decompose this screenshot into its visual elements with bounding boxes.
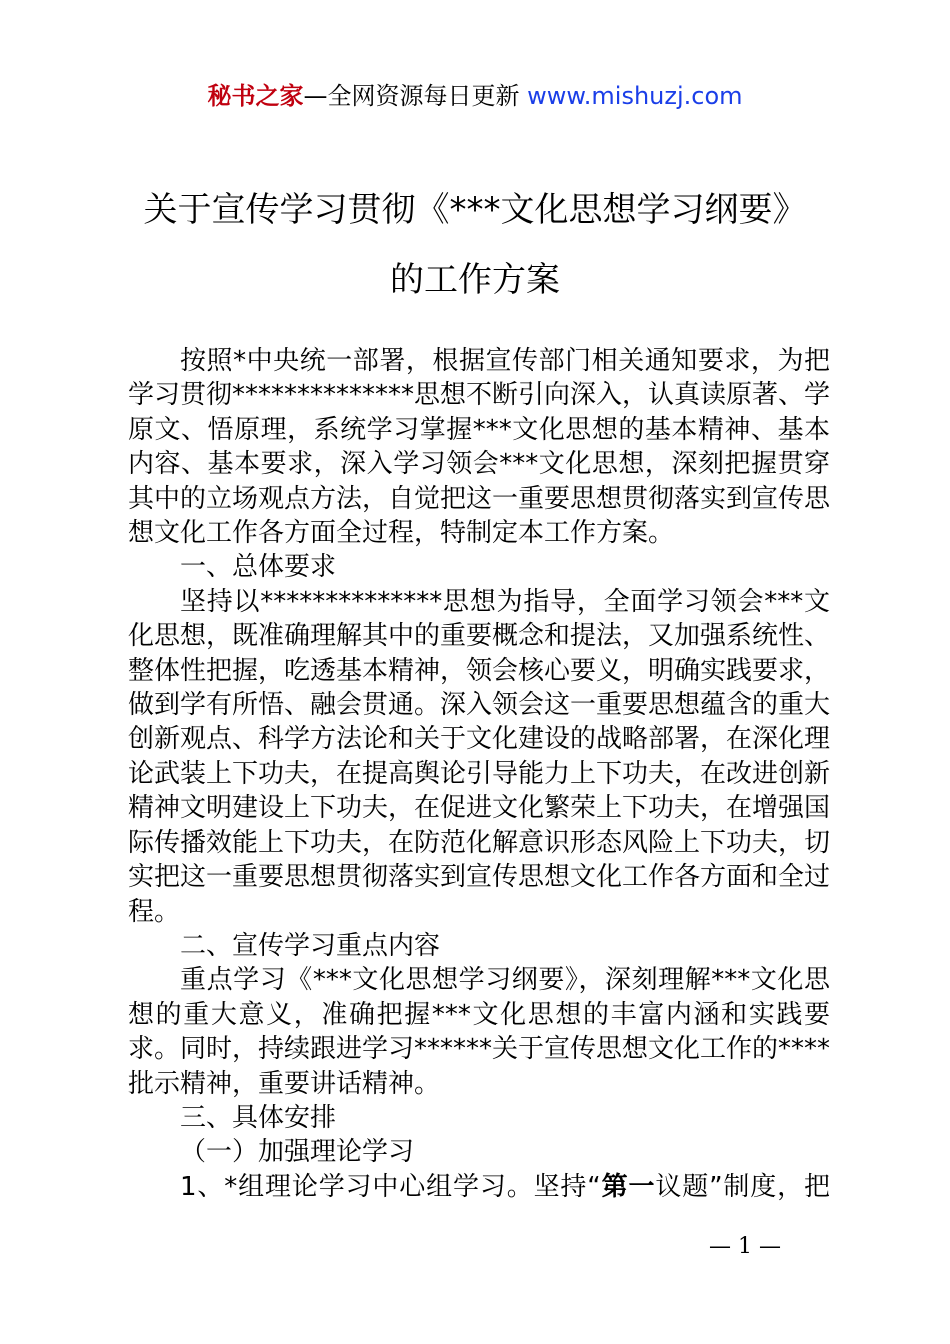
document-title-line2: 的工作方案 — [390, 260, 560, 300]
item1-paragraph — [128, 1170, 830, 1204]
site-url[interactable]: www.mishuzj.com — [527, 82, 743, 110]
item1-text-end: 议题”制度，把 — [655, 1171, 830, 1202]
section2-heading: 二、宣传学习重点内容 — [180, 930, 441, 961]
intro-paragraph: 按照*中央统一部署，根据宣传部门相关通知要求，为把学习贯彻**************思想不断引向深入，认真读原著、学原文、悟原理，系统学习掌握***文化思想的基本精神、基本内容、基本要求，深入学习领会***文化思想，深刻把握贯穿其中的立场观点方法，自觉把这一重要思想贯彻落实到宣传思想文化工作各方面全过程，特制定本工作方案。 — [128, 346, 831, 549]
section1-paragraph: 坚持以**************思想为指导，全面学习领会***文化思想，既准确理解其中的重要概念和提法，又加强系统性、整体性把握，吃透基本精神，领会核心要义，明确实践要求，做到学有所悟、融会贯通。深入领会这一重要思想蕴含的重大创新观点、科学方法论和关于文化建设的战略部署，在深化理论武装上下功夫，在提高舆论引导能力上下功夫，在改进创新精神文明建设上下功夫，在促进文化繁荣上下功夫，在增强国际传播效能上下功夫，在防范化解意识形态风险上下功夫，切实把这一重要思想贯彻落实到宣传思想文化工作各方面和全过程。 — [128, 586, 831, 927]
document-body — [128, 344, 830, 1204]
site-brand: 秘书之家 — [207, 82, 304, 110]
page-header — [0, 80, 950, 112]
item1-bold-text: 第一 — [600, 1171, 656, 1202]
page-number: — 1 — — [709, 1234, 781, 1259]
section1-heading: 一、总体要求 — [180, 552, 337, 583]
section3-heading: 三、具体安排 — [180, 1102, 337, 1133]
document-title-line1: 关于宣传学习贯彻《***文化思想学习纲要》 — [143, 190, 807, 230]
section2-paragraph: 重点学习《***文化思想学习纲要》，深刻理解***文化思想的重大意义，准确把握***文化思想的丰富内涵和实践要求。同时，持续跟进学习******关于宣传思想文化工作的****批示精神，重要讲话精神。 — [128, 965, 831, 1099]
subsection1-heading: （一）加强理论学习 — [180, 1137, 415, 1168]
item1-text-start: 1、*组理论学习中心组学习。坚持“ — [180, 1171, 601, 1202]
site-tagline: —全网资源每日更新 — [303, 82, 528, 110]
